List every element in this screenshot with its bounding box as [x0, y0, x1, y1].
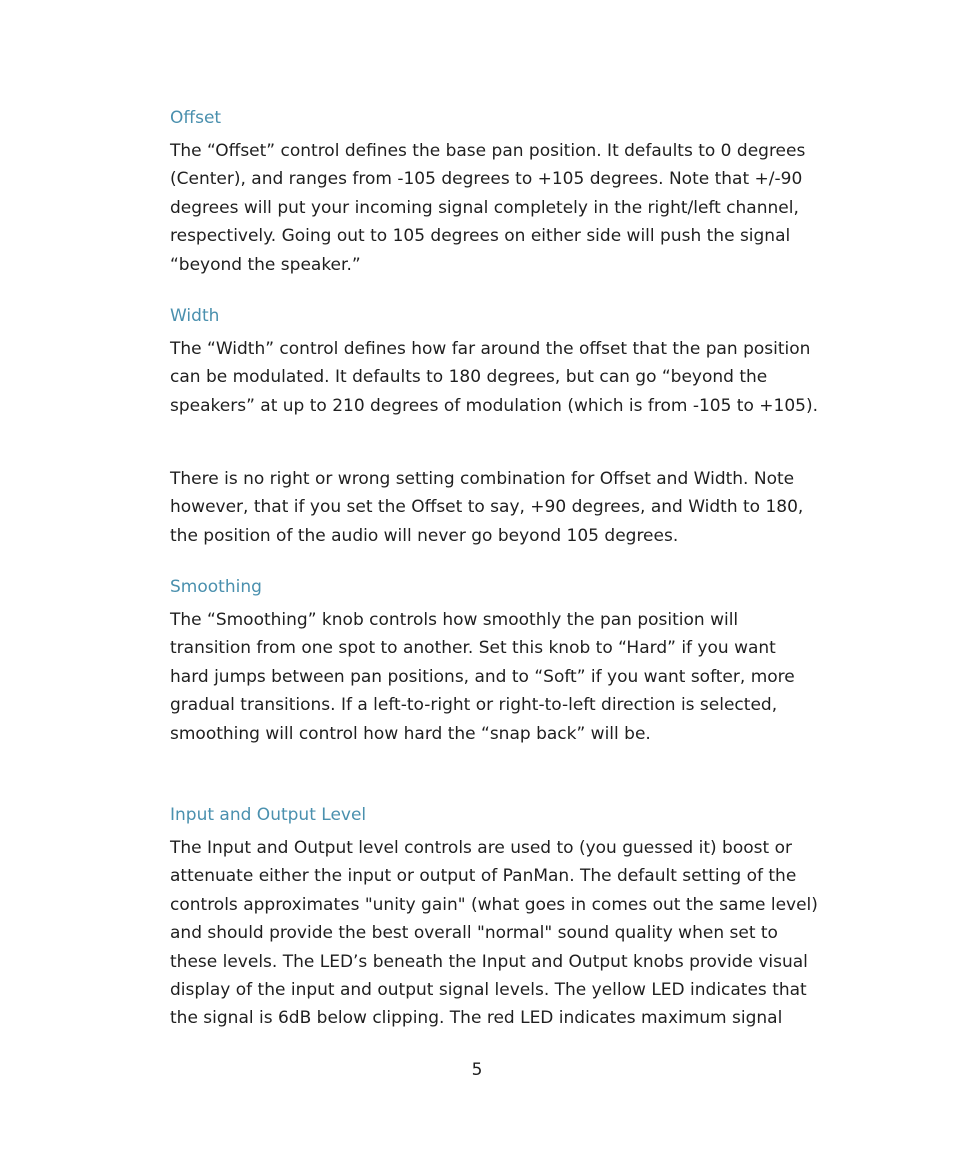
smoothing-line-2: transition from one spot to another. Set this knob to “Hard” if you want	[170, 638, 776, 659]
width-note-paragraph	[170, 465, 803, 550]
width-heading: Width	[170, 306, 220, 326]
width-paragraph	[170, 335, 818, 420]
width-note-line-3: the position of the audio will never go beyond 105 degrees.	[170, 525, 679, 546]
width-note-line-2: however, that if you set the Offset to say, +90 degrees, and Width to 180,	[170, 497, 804, 518]
smoothing-paragraph	[170, 606, 795, 748]
levels-line-6: display of the input and output signal levels. The yellow LED indicates that	[170, 980, 807, 1001]
width-line-3: speakers” at up to 210 degrees of modulation (which is from -105 to +105).	[170, 395, 819, 416]
smoothing-line-4: gradual transitions. If a left-to-right or right-to-left direction is selected,	[170, 695, 778, 716]
levels-line-2: attenuate either the input or output of PanMan. The default setting of the	[170, 866, 797, 887]
smoothing-line-5: smoothing will control how hard the “snap back” will be.	[170, 723, 651, 744]
smoothing-line-3: hard jumps between pan positions, and to “Soft” if you want softer, more	[170, 666, 795, 687]
levels-line-4: and should provide the best overall "normal" sound quality when set to	[170, 923, 778, 944]
smoothing-heading: Smoothing	[170, 577, 262, 597]
offset-line-5: “beyond the speaker.”	[170, 254, 361, 275]
levels-line-3: controls approximates "unity gain" (what goes in comes out the same level)	[170, 894, 818, 915]
levels-line-5: these levels. The LED’s beneath the Input and Output knobs provide visual	[170, 951, 808, 972]
page-number: 5	[471, 1060, 483, 1080]
levels-heading: Input and Output Level	[170, 805, 367, 825]
offset-line-1: The “Offset” control defines the base pan position. It defaults to 0 degrees	[170, 141, 806, 161]
width-line-2: can be modulated. It defaults to 180 degrees, but can go “beyond the	[170, 367, 768, 388]
offset-heading: Offset	[170, 108, 222, 128]
levels-paragraph	[170, 834, 818, 1033]
offset-line-3: degrees will put your incoming signal completely in the right/left channel,	[170, 197, 799, 218]
smoothing-line-1: The “Smoothing” knob controls how smoothly the pan position will	[170, 610, 739, 630]
levels-line-7: the signal is 6dB below clipping. The red LED indicates maximum signal	[170, 1008, 783, 1029]
levels-line-1: The Input and Output level controls are used to (you guessed it) boost or	[170, 838, 792, 858]
width-note-line-1: There is no right or wrong setting combination for Offset and Width. Note	[170, 469, 795, 489]
offset-line-4: respectively. Going out to 105 degrees on either side will push the signal	[170, 226, 791, 247]
width-line-1: The “Width” control defines how far around the offset that the pan position	[170, 339, 811, 359]
offset-paragraph	[170, 137, 805, 279]
offset-line-2: (Center), and ranges from -105 degrees to +105 degrees. Note that +/-90	[170, 169, 803, 190]
